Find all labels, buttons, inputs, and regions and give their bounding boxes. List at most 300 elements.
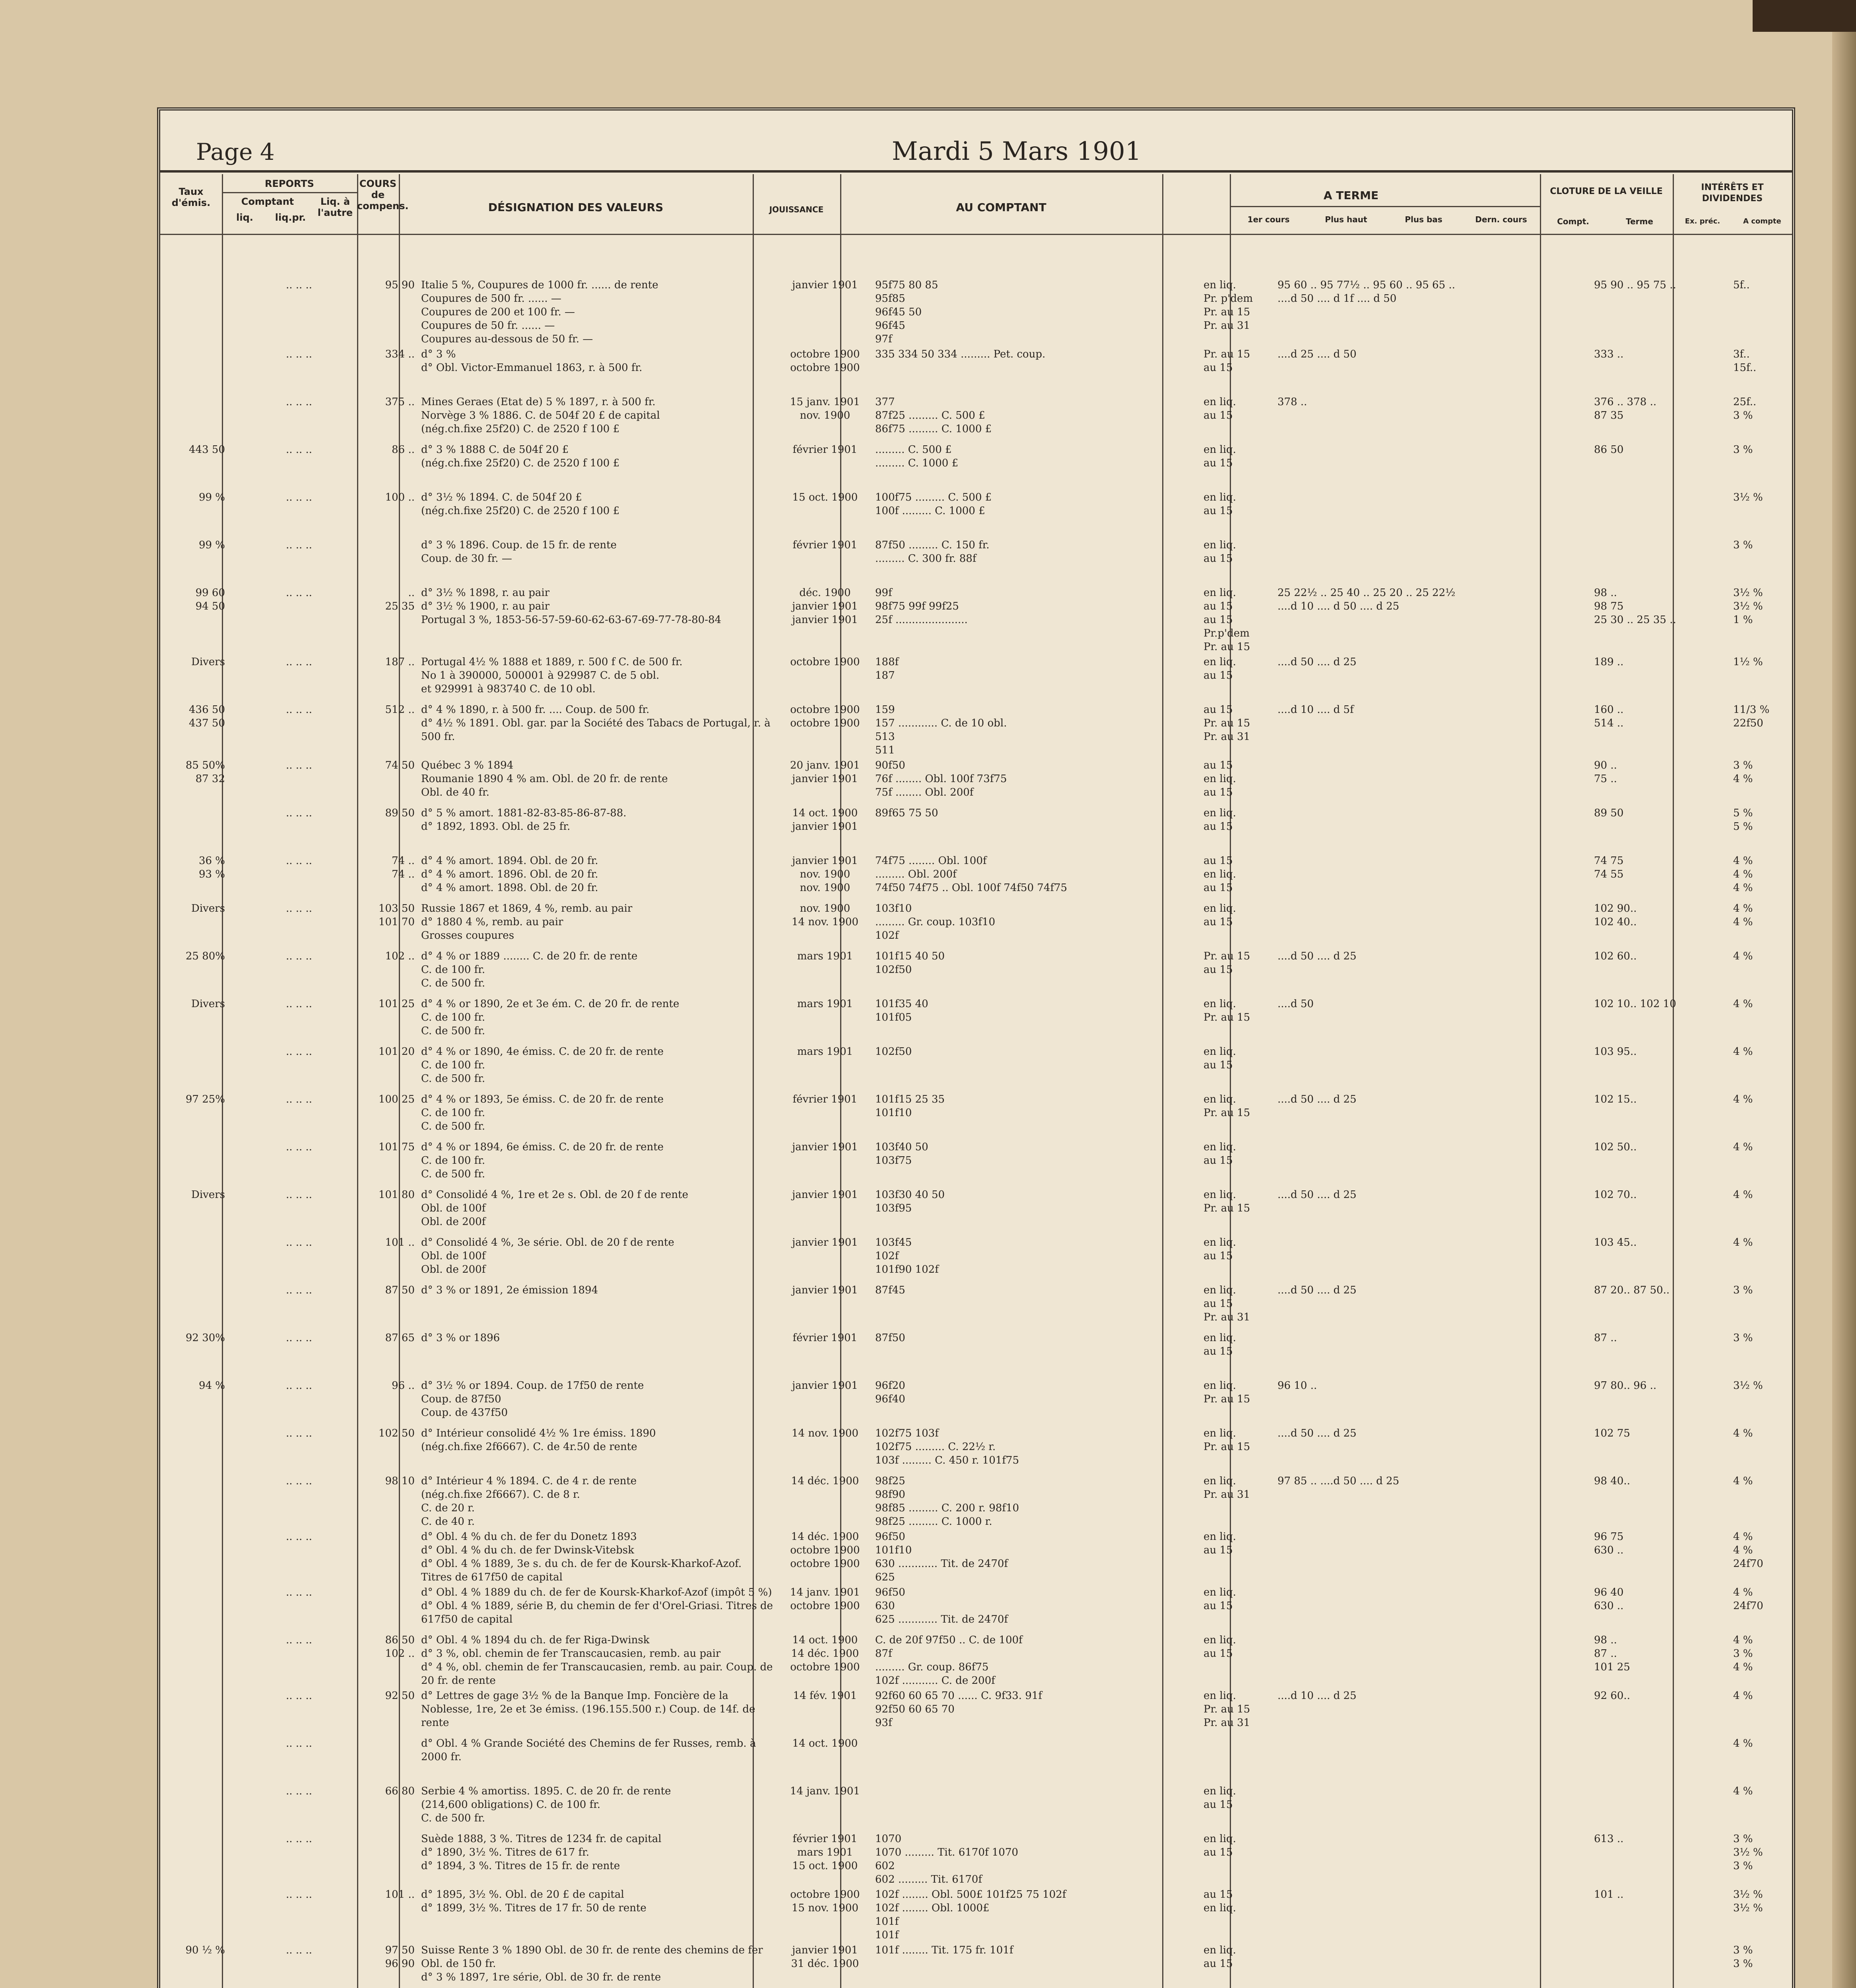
designation-cell: d° 3 % 1896. Coup. de 15 fr. de rente Coup. de 30 fr. — [421,539,617,565]
header-liq-pr: liq.pr. [275,212,306,223]
terme-values-cell: ....d 25 .... d 50 [1277,348,1357,360]
header-dernier-cours: Dern. cours [1475,215,1527,224]
terme-label-cell: en liq. au 15 [1204,1833,1236,1858]
header-jouissance: JOUISSANCE [769,205,824,214]
interets-cell: 4 % [1733,1690,1753,1702]
comptant-cell: 102f ........ Obl. 500£ 101f25 75 102f 102f ........ Obl. 1000£ 101f 101f [875,1889,1066,1941]
comptant-cell: 103f40 50 103f75 [875,1141,928,1167]
terme-label-cell: en liq. Pr. au 15 [1204,1093,1250,1119]
taux-cell [160,806,228,853]
taux-cell [160,1140,228,1187]
designation-cell: d° Obl. 4 % du ch. de fer du Donetz 1893 d° Obl. 4 % du ch. de fer Dwinsk-Vitebsk d° Obl. 4 % 1889, 3e s. du ch. de fer de Koursk-Kharkof-Azof. Titres de 617f50 de capital [421,1531,742,1583]
terme-label-cell: en liq. Pr. au 15 [1204,1427,1250,1453]
interets-cell: 25f.. 3 % [1733,396,1757,421]
interets-cell: 4 % 4 % 4 % [1733,855,1753,894]
reports-cell: .. .. .. [285,1634,313,1646]
terme-label-cell: en liq. Pr. p'dem Pr. au 15 Pr. au 31 [1204,279,1253,332]
jouissance-cell: janvier 1901 [792,1237,858,1248]
interets-cell: 4 % [1733,1785,1753,1797]
table-row [160,278,1856,347]
table-row [160,1092,1856,1140]
designation-cell: d° 4 % or 1890, 2e et 3e ém. C. de 20 fr. de rente C. de 100 fr. C. de 500 fr. [421,998,679,1037]
terme-label-cell: en liq. Pr. au 15 [1204,1380,1250,1405]
terme-values-cell [1274,1330,1591,1378]
interets-cell: 5 % 5 % [1733,807,1753,833]
cloture-cell: 102 15.. [1594,1093,1637,1105]
terme-label-cell: en liq. au 15 [1204,807,1236,833]
header-liq: liq. [236,212,253,223]
terme-values-cell [1274,442,1591,490]
terme-values-cell [1274,538,1591,585]
designation-cell: d° 5 % amort. 1881-82-83-85-86-87-88. d° 1892, 1893. Obl. de 25 fr. [421,807,627,833]
reports-cell: .. .. .. [285,396,313,408]
cours-cell: 101 80 [379,1189,415,1201]
taux-cell: Divers [191,1189,225,1201]
interets-cell: 4 % [1733,1738,1753,1749]
terme-label-cell: en liq. au 15 [1204,1046,1236,1071]
interets-cell: 11/3 % 22f50 [1733,704,1770,729]
cloture-cell: 376 .. 378 .. 87 35 [1594,396,1657,421]
terme-label-cell: au 15 en liq. au 15 [1204,759,1236,798]
jouissance-cell: janvier 1901 31 déc. 1900 [791,1944,859,1970]
header-designation: DÉSIGNATION DES VALEURS [488,201,664,214]
cloture-cell: 95 90 .. 95 75 .. [1594,279,1676,291]
jouissance-cell: 14 déc. 1900 [791,1475,859,1487]
table-row [160,1235,1856,1283]
taux-cell: 443 50 [189,444,225,456]
interets-cell: 3 % 3½ % 3 % [1733,1833,1763,1872]
terme-label-cell: en liq. au 15 Pr. au 31 [1204,1284,1250,1323]
cloture-cell [1591,538,1730,585]
taux-cell: 99 % [198,491,225,503]
cours-cell [370,1736,418,1784]
table-row [160,1943,1856,1988]
header-cloture: CLOTURE DE LA VEILLE [1550,186,1663,196]
cours-cell: 101 .. [385,1889,415,1901]
cours-cell: 95 90 [385,279,415,291]
jouissance-cell: février 1901 [792,1093,858,1105]
reports-cell: .. .. .. [285,444,313,456]
cloture-cell: 86 50 [1594,444,1624,456]
terme-values-cell: ....d 50 [1277,998,1314,1010]
cours-cell: 100 25 [379,1093,415,1105]
cours-cell: 89 50 [385,807,415,819]
jouissance-cell: 14 janv. 1901 [790,1785,860,1797]
designation-cell: d° 4 % amort. 1894. Obl. de 20 fr. d° 4 % amort. 1896. Obl. de 20 fr. d° 4 % amort. 1898. Obl. de 20 fr. [421,855,598,894]
cloture-cell: 102 90.. 102 40.. [1594,903,1637,928]
cours-cell: 74 .. 74 .. [392,855,415,880]
terme-values-cell [1274,1140,1591,1187]
cours-cell: 334 .. [385,348,415,360]
terme-label-cell: en liq. au 15 [1204,444,1236,469]
comptant-cell: 98f25 98f90 98f85 ......... C. 200 r. 98f10 98f25 ......... C. 1000 r. [875,1475,1019,1528]
designation-cell: Italie 5 %, Coupures de 1000 fr. ...... de rente Coupures de 500 fr. ...... — Coupures de 200 et 100 fr. — Coupures de 50 fr. ...... — Coupures au-dessous de 50 fr. — [421,279,658,345]
terme-values-cell: ....d 50 .... d 25 [1277,1189,1357,1201]
header-a-compte: A compte [1743,217,1781,225]
designation-cell: Russie 1867 et 1869, 4 %, remb. au pair d° 1880 4 %, remb. au pair Grosses coupures [421,903,633,942]
jouissance-cell: mars 1901 [797,998,853,1010]
jouissance-cell: 14 oct. 1900 janvier 1901 [792,807,858,833]
comptant-cell: 89f65 75 50 [875,807,938,819]
interets-cell: 4 % [1733,950,1753,962]
terme-label-cell: Pr. au 15 au 15 [1204,348,1250,374]
header-compt: Compt. [1557,217,1589,226]
jouissance-cell: déc. 1900 janvier 1901 janvier 1901 [792,587,858,626]
comptant-cell: 87f45 [875,1284,905,1296]
terme-values-cell: 97 85 .. ....d 50 .... d 25 [1277,1475,1400,1487]
terme-values-cell [1274,758,1591,806]
taux-cell [160,1784,228,1831]
interets-cell: 3 % [1733,1284,1753,1296]
interets-cell: 4 % [1733,1427,1753,1439]
interets-cell: 4 % [1733,998,1753,1010]
cours-cell: .. 25 35 [385,587,415,612]
comptant-cell: 103f30 40 50 103f95 [875,1189,945,1214]
interets-cell: 3 % 3 % [1733,1944,1753,1970]
taux-cell [160,1831,228,1887]
table-row [160,1330,1856,1378]
binding-corner [1753,0,1856,32]
cours-cell: 86 .. [392,444,415,456]
reports-cell: .. .. .. [285,1427,313,1439]
designation-cell: d° Obl. 4 % Grande Société des Chemins de fer Russes, remb. à 2000 fr. [421,1738,756,1763]
reports-cell: .. .. .. [285,1586,313,1598]
cloture-cell: 90 .. 75 .. [1594,759,1617,785]
taux-cell [160,1426,228,1474]
interets-cell: 4 % 4 % 24f70 [1733,1531,1763,1570]
taux-cell [160,1633,228,1688]
terme-values-cell [1274,1736,1591,1784]
comptant-cell: 100f75 ......... C. 500 £ 100f ......... C. 1000 £ [875,491,992,517]
comptant-cell: 101f15 40 50 102f50 [875,950,945,976]
cloture-cell: 98 40.. [1594,1475,1630,1487]
table-row [160,490,1856,538]
cloture-cell: 87 .. [1594,1332,1617,1344]
terme-label-cell: en liq. au 15 [1204,1944,1236,1970]
designation-cell: d° 3½ % 1894. C. de 504f 20 £ (nég.ch.fixe 25f20) C. de 2520 f 100 £ [421,491,620,517]
terme-values-cell: ....d 50 .... d 25 [1277,1093,1357,1105]
designation-cell: Suède 1888, 3 %. Titres de 1234 fr. de capital d° 1890, 3½ %. Titres de 617 fr. d° 1894, 3 %. Titres de 15 fr. de rente [421,1833,662,1872]
reports-cell: .. .. .. [285,1332,313,1344]
terme-values-cell: 96 10 .. [1277,1380,1317,1392]
reports-cell: .. .. .. [285,855,313,867]
reports-cell: .. .. .. [285,1189,313,1201]
reports-cell: .. .. .. [285,587,313,599]
cloture-cell: 102 10.. 102 10 [1594,998,1676,1010]
jouissance-cell: 15 oct. 1900 [792,491,858,503]
comptant-cell: 96f50 630 625 ............ Tit. de 2470f [875,1586,1008,1625]
cours-cell: 102 50 [379,1427,415,1439]
comptant-cell [872,1736,1200,1784]
terme-values-cell: ....d 10 .... d 25 [1277,1690,1357,1702]
cloture-cell [1591,1736,1730,1784]
header-plus-bas: Plus bas [1405,215,1442,224]
designation-cell: Mines Geraes (Etat de) 5 % 1897, r. à 500 fr. Norvège 3 % 1886. C. de 504f 20 £ de capital (nég.ch.fixe 25f20) C. de 2520 f 100 £ [421,396,660,435]
taux-cell: Divers [191,656,225,668]
taux-cell: 99 60 94 50 [195,587,225,612]
terme-label-cell: en liq. au 15 [1204,1332,1236,1357]
interets-cell: 4 % [1733,1093,1753,1105]
designation-cell: d° 4 % or 1894, 6e émiss. C. de 20 fr. de rente C. de 100 fr. C. de 500 fr. [421,1141,664,1180]
table-row [160,1187,1856,1235]
jouissance-cell: février 1901 [792,539,858,551]
terme-values-cell [1274,1235,1591,1283]
table-row [160,654,1856,702]
reports-cell: .. .. .. [285,279,313,291]
terme-values-cell [1274,853,1591,901]
jouissance-cell: février 1901 [792,1332,858,1344]
designation-cell: d° 4 % or 1890, 4e émiss. C. de 20 fr. de rente C. de 100 fr. C. de 500 fr. [421,1046,664,1085]
table-row [160,1140,1856,1187]
reports-cell: .. .. .. [285,1475,313,1487]
cloture-cell: 98 .. 98 75 25 30 .. 25 35 .. [1594,587,1676,626]
taux-cell [160,1887,228,1943]
cloture-cell: 92 60.. [1594,1690,1630,1702]
designation-cell: d° Intérieur 4 % 1894. C. de 4 r. de rente (nég.ch.fixe 2f6667). C. de 8 r. C. de 20 r. C. de 40 r. [421,1475,637,1528]
reports-cell: .. .. .. [285,759,313,771]
table-row [160,996,1856,1044]
table-row [160,758,1856,806]
jouissance-cell: janvier 1901 [792,1189,858,1201]
taux-cell: 92 30% [185,1332,225,1344]
cloture-cell [1591,490,1730,538]
interets-cell: 3½ % 3½ % 1 % [1733,587,1763,626]
table-row [160,1529,1856,1585]
reports-cell: .. .. .. [285,539,313,551]
taux-cell: 97 25% [185,1093,225,1105]
interets-cell: 3½ % 3½ % [1733,1889,1763,1914]
reports-cell: .. .. .. [285,656,313,668]
designation-cell: Portugal 4½ % 1888 et 1889, r. 500 f C. de 500 fr. No 1 à 390000, 500001 à 929987 C. de 5 obl. et 929991 à 983740 C. de 10 obl. [421,656,683,695]
designation-cell: d° 3 % or 1896 [421,1332,500,1344]
cours-cell [370,1585,418,1633]
terme-values-cell [1274,1784,1591,1831]
header-comptant: Comptant [241,196,294,207]
comptant-cell: C. de 20f 97f50 .. C. de 100f 87f ......... Gr. coup. 86f75 102f ........... C. de 200f [875,1634,1023,1687]
terme-label-cell: en liq. au 15 [1204,656,1236,681]
reports-cell: .. .. .. [285,903,313,914]
comptant-cell: 102f50 [875,1046,912,1058]
comptant-cell: 101f35 40 101f05 [875,998,928,1023]
designation-cell: d° 4 % or 1889 ........ C. de 20 fr. de rente C. de 100 fr. C. de 500 fr. [421,950,638,989]
cours-cell: 187 .. [385,656,415,668]
jouissance-cell: mars 1901 [797,950,853,962]
terme-values-cell [1274,1887,1591,1943]
taux-cell: 99 % [198,539,225,551]
page-number: Page 4 [196,138,275,165]
cours-cell: 101 .. [385,1237,415,1248]
jouissance-cell: mars 1901 [797,1046,853,1058]
header-liq-autre: Liq. à l'autre [317,196,353,218]
jouissance-cell: 14 oct. 1900 14 déc. 1900 octobre 1900 [790,1634,860,1673]
table-row [160,347,1856,394]
cloture-cell: 96 75 630 .. [1594,1531,1624,1556]
terme-label-cell [1200,1736,1274,1784]
jouissance-cell: octobre 1900 octobre 1900 [790,348,860,374]
reports-cell: .. .. .. [285,1690,313,1702]
top-rule [160,170,1792,173]
table-row [160,853,1856,901]
cloture-cell: 333 .. [1594,348,1624,360]
terme-label-cell: en liq. au 15 [1204,539,1236,565]
table-row [160,1633,1856,1688]
terme-values-cell: ....d 10 .... d 5f [1277,704,1354,716]
taux-cell [160,1529,228,1585]
terme-values-cell [1274,806,1591,853]
interets-cell: 3 % [1733,539,1753,551]
jouissance-cell: 14 fév. 1901 [793,1690,857,1702]
header-cours: COURS de compens. [357,178,409,212]
header-taux: Taux d'émis. [171,186,211,208]
reports-cell: .. .. .. [285,1093,313,1105]
interets-cell: 3f.. 15f.. [1733,348,1757,374]
jouissance-cell: 14 nov. 1900 [791,1427,859,1439]
taux-cell: 94 % [198,1380,225,1392]
terme-values-cell [1274,901,1591,949]
comptant-cell: 90f50 76f ........ Obl. 100f 73f75 75f ........ Obl. 200f [875,759,1007,798]
comptant-cell: 188f 187 [875,656,899,681]
cours-cell [370,538,418,585]
interets-cell: 3 % 4 % [1733,759,1753,785]
header-bottom-rule [160,234,1792,235]
cours-cell: 87 50 [385,1284,415,1296]
comptant-cell: 103f45 102f 101f90 102f [875,1237,939,1276]
designation-cell: Québec 3 % 1894 Roumanie 1890 4 % am. Obl. de 20 fr. de rente Obl. de 40 fr. [421,759,668,798]
terme-label-cell: en liq. au 15 au 15 Pr.p'dem Pr. au 15 [1204,587,1250,653]
designation-cell: d° 4 % or 1893, 5e émiss. C. de 20 fr. de rente C. de 100 fr. C. de 500 fr. [421,1093,664,1132]
taux-cell [160,1585,228,1633]
interets-cell: 3 % [1733,1332,1753,1344]
header-rule [1230,206,1540,207]
interets-cell: 4 % [1733,1189,1753,1201]
cloture-cell [1591,1784,1730,1831]
comptant-cell: 377 87f25 ......... C. 500 £ 86f75 ......... C. 1000 £ [875,396,992,435]
cloture-cell: 97 80.. 96 .. [1594,1380,1657,1392]
terme-label-cell: en liq. au 15 [1204,1785,1236,1811]
terme-values-cell: ....d 50 .... d 25 [1277,1427,1357,1439]
designation-cell: d° Intérieur consolidé 4½ % 1re émiss. 1890 (nég.ch.fixe 2f6667). C. de 4r.50 de rente [421,1427,656,1453]
terme-label-cell: en liq. Pr. au 15 [1204,998,1250,1023]
interets-cell: 1½ % [1733,656,1763,668]
terme-values-cell [1274,490,1591,538]
comptant-cell: 96f20 96f40 [875,1380,905,1405]
interets-cell: 4 % [1733,1475,1753,1487]
reports-cell: .. .. .. [285,1046,313,1058]
terme-label-cell: en liq. au 15 [1204,903,1236,928]
reports-cell: .. .. .. [285,807,313,819]
terme-label-cell: en liq. au 15 [1204,1531,1236,1556]
designation-cell: Suisse Rente 3 % 1890 Obl. de 30 fr. de rente des chemins de fer Obl. de 150 fr. d° 3 % 1897, 1re série, Obl. de 30 fr. de rente [421,1944,763,1983]
table-row [160,1784,1856,1831]
jouissance-cell: octobre 1900 octobre 1900 [790,704,860,729]
cours-cell: 101 25 [379,998,415,1010]
taux-cell: 436 50 437 50 [189,704,225,729]
header-terme: Terme [1626,217,1653,226]
terme-label-cell: en liq. au 15 [1204,491,1236,517]
jouissance-cell: octobre 1900 [790,656,860,668]
cours-cell [370,1529,418,1585]
cours-cell: 98 10 [385,1475,415,1487]
comptant-cell: 101f15 25 35 101f10 [875,1093,945,1119]
cours-cell: 86 50 102 .. [385,1634,415,1660]
interets-cell: 4 % 4 % [1733,903,1753,928]
table-row [160,806,1856,853]
table-row [160,1887,1856,1943]
comptant-cell: 102f75 103f 102f75 ......... C. 22½ r. 103f ......... C. 450 r. 101f75 [875,1427,1019,1466]
jouissance-cell: janvier 1901 nov. 1900 nov. 1900 [792,855,858,894]
designation-cell: d° 3½ % 1898, r. au pair d° 3½ % 1900, r. au pair Portugal 3 %, 1853-56-57-59-60-62-63-67-69-77-78-80-84 [421,587,722,626]
taux-cell [160,1235,228,1283]
terme-label-cell: en liq. au 15 [1204,1586,1236,1612]
interets-cell: 4 % [1733,1046,1753,1058]
designation-cell: d° 3 % 1888 C. de 504f 20 £ (nég.ch.fixe 25f20) C. de 2520 f 100 £ [421,444,620,469]
terme-label-cell: au 15 Pr. au 15 Pr. au 31 [1204,704,1250,743]
designation-cell: Serbie 4 % amortiss. 1895. C. de 20 fr. de rente (214,600 obligations) C. de 100 fr. C. de 500 fr. [421,1785,671,1824]
cloture-cell: 102 60.. [1594,950,1637,962]
reports-cell: .. .. .. [285,950,313,962]
header-reports: REPORTS [265,178,314,189]
designation-cell: d° 3 % or 1891, 2e émission 1894 [421,1284,598,1296]
reports-cell: .. .. .. [285,348,313,360]
designation-cell: d° Lettres de gage 3½ % de la Banque Imp. Foncière de la Noblesse, 1re, 2e et 3e émiss. (196.155.500 r.) Coup. de 14f. de rente [421,1690,755,1729]
reports-cell: .. .. .. [285,998,313,1010]
jouissance-cell: janvier 1901 [792,1141,858,1153]
interets-cell: 4 % [1733,1237,1753,1248]
cours-cell: 74 50 [385,759,415,771]
cloture-cell: 89 50 [1594,807,1624,819]
reports-cell: .. .. .. [285,1380,313,1392]
comptant-cell: 92f60 60 65 70 ...... C. 9f33. 91f 92f50 60 65 70 93f [875,1690,1042,1729]
taux-cell: Divers [191,903,225,914]
terme-values-cell: 95 60 .. 95 77½ .. 95 60 .. 95 65 .. ....d 50 .... d 1f .... d 50 [1277,279,1455,305]
table-row [160,1283,1856,1330]
comptant-cell: ......... C. 500 £ ......... C. 1000 £ [875,444,959,469]
table-row [160,1378,1856,1426]
jouissance-cell: janvier 1901 [792,279,858,291]
reports-cell: .. .. .. [285,1141,313,1153]
interets-cell: 3½ % [1733,491,1763,503]
comptant-cell: 159 157 ............ C. de 10 obl. 513 511 [875,704,1007,756]
header-a-terme: A TERME [1323,189,1379,202]
comptant-cell: 87f50 ......... C. 150 fr. ......... C. 300 fr. 88f [875,539,990,565]
taux-cell: 90 ½ % [185,1944,225,1956]
designation-cell: d° Obl. 4 % 1889 du ch. de fer de Koursk-Kharkof-Azof (impôt 5 %) d° Obl. 4 % 1889, série B, du chemin de fer d'Orel-Griasi. Titres de 617f50 de capital [421,1586,773,1625]
terme-label-cell: Pr. au 15 au 15 [1204,950,1250,976]
table-row [160,702,1856,758]
comptant-cell: 101f ........ Tit. 175 fr. 101f [875,1944,1013,1956]
cloture-cell: 103 45.. [1594,1237,1637,1248]
cloture-cell: 96 40 630 .. [1594,1586,1624,1612]
taux-cell [160,347,228,394]
table-row [160,1688,1856,1736]
cours-cell: 100 .. [385,491,415,503]
cloture-cell: 98 .. 87 .. 101 25 [1594,1634,1630,1673]
header-plus-haut: Plus haut [1325,215,1367,224]
cours-cell: 66 80 [385,1785,415,1797]
cours-cell: 103 50 101 70 [379,903,415,928]
taux-cell [160,394,228,442]
designation-cell: d° 1895, 3½ %. Obl. de 20 £ de capital d° 1899, 3½ %. Titres de 17 fr. 50 de rente [421,1889,646,1914]
comptant-cell: 87f50 [875,1332,905,1344]
taux-cell [160,1736,228,1784]
reports-cell: .. .. .. [285,1284,313,1296]
jouissance-cell: 15 janv. 1901 nov. 1900 [790,396,860,421]
terme-values-cell [1274,1585,1591,1633]
designation-cell: d° Consolidé 4 %, 3e série. Obl. de 20 f de rente Obl. de 100f Obl. de 200f [421,1237,674,1276]
jouissance-cell: février 1901 mars 1901 15 oct. 1900 [792,1833,858,1872]
cours-cell: 102 .. [385,950,415,962]
cours-cell: 97 50 96 90 [385,1944,415,1970]
